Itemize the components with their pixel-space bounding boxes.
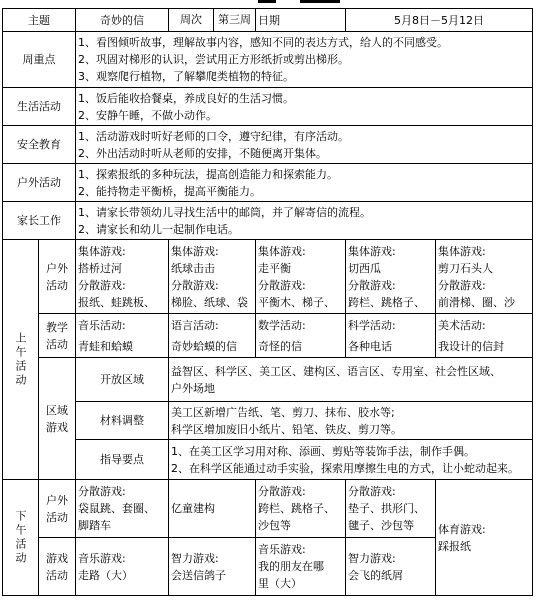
afternoon-fri	[436, 480, 533, 596]
cell-line: 科学活动:	[348, 318, 396, 332]
week-value: 第三周	[218, 13, 251, 26]
area-material-row	[3, 402, 533, 440]
cell-line: 跨栏、跳格子、	[258, 502, 335, 515]
cell-line: 分散游戏:	[258, 278, 306, 292]
area-material-label: 材料调整	[76, 402, 169, 440]
focus-line: 2、巩固对梯形的认识，尝试用正方形纸折或剪出梯形。	[78, 53, 349, 66]
life-label: 生活活动	[3, 88, 76, 126]
cell-line: 毽子、沙包等	[348, 519, 414, 532]
cell-line: 美术活动:	[438, 318, 486, 332]
cell-line: 纸球击击	[171, 261, 215, 275]
morning-teach-tue	[169, 314, 256, 358]
cell-line: 走路（大）	[78, 568, 133, 582]
safety-row	[3, 126, 533, 164]
morning-outdoor-mon	[76, 240, 169, 314]
cell-line: 集体游戏:	[78, 244, 126, 258]
area-material-content	[169, 402, 533, 440]
safety-label: 安全教育	[3, 126, 76, 164]
focus-line: 1、看图倾听故事，理解故事内容，感知不同的表达方式，给人的不同感受。	[78, 36, 448, 49]
parent-content	[76, 202, 533, 240]
cell-line: 会送信鸽子	[171, 568, 226, 582]
cell-line: 集体游戏:	[438, 244, 486, 258]
parent-label: 家长工作	[3, 202, 76, 240]
weekly-plan-table	[2, 8, 533, 596]
cell-line: 分散游戏:	[438, 278, 486, 292]
morning-outdoor-label: 户外活动	[39, 240, 76, 314]
morning-outdoor-wed	[256, 240, 346, 314]
afternoon-play-thu	[346, 538, 436, 596]
cell-line: 里（大）	[258, 577, 302, 590]
cell-line: 剪刀石头人	[438, 261, 493, 275]
header-row	[3, 9, 533, 32]
cell-line: 前滑梯、圈、沙	[438, 295, 515, 309]
cell-line: 语言活动:	[171, 318, 219, 332]
area-guide-row	[3, 440, 533, 480]
outdoor-line: 2、能持物走平衡桥，提高平衡能力。	[78, 184, 261, 198]
cell-line: 搭桥过河	[78, 261, 122, 275]
life-row	[3, 88, 533, 126]
cell-line: 踩报纸	[438, 539, 471, 553]
cell-line: 我的朋友在哪	[258, 560, 324, 573]
morning-teach-thu	[346, 314, 436, 358]
cell-line: 智力游戏:	[348, 551, 396, 565]
cell-line: 集体游戏:	[171, 244, 219, 258]
morning-outdoor-fri	[436, 240, 533, 314]
week-cell	[169, 9, 256, 32]
cell-line: 体育游戏:	[438, 522, 486, 536]
afternoon-outdoor-row	[3, 480, 533, 538]
area-open-row	[3, 358, 533, 402]
cell-line: 垫子、拱形门、	[348, 502, 425, 515]
cell-line: 会飞的纸屑	[348, 568, 403, 582]
afternoon-outdoor-thu	[346, 480, 436, 538]
cell-line: 音乐游戏:	[258, 543, 306, 556]
cell-line: 奇妙蛤蟆的信	[171, 339, 237, 353]
safety-line: 1、活动游戏时听好老师的口令，遵守纪律，有序活动。	[78, 129, 349, 143]
cell-line: 2、在科学区能通过动手实验，探索用摩擦生电的方式，让小蛇动起来。	[171, 461, 519, 475]
cell-line: 走平衡	[258, 261, 291, 275]
morning-outdoor-thu	[346, 240, 436, 314]
area-guide-label: 指导要点	[76, 440, 169, 480]
afternoon-outdoor-label: 户外活动	[39, 480, 76, 538]
outdoor-label: 户外活动	[3, 164, 76, 202]
afternoon-outdoor-tue	[169, 480, 256, 538]
focus-row	[3, 32, 533, 88]
morning-teach-row	[3, 314, 533, 358]
cell-line: 梯脸、纸球、袋	[171, 295, 248, 309]
morning-teach-wed	[256, 314, 346, 358]
area-guide-content	[169, 440, 533, 480]
morning-teach-mon	[76, 314, 169, 358]
cell-line: 奇怪的信	[258, 339, 302, 353]
safety-line: 2、外出活动时听从老师的安排，不随便离开集体。	[78, 146, 327, 160]
cell-line: 青蛙和蛤蟆	[78, 339, 133, 353]
cell-line: 切西瓜	[348, 261, 381, 275]
area-label: 区域游戏	[39, 358, 76, 480]
morning-outdoor-tue	[169, 240, 256, 314]
cell-line: 智力游戏:	[171, 551, 219, 565]
cell-line: 亿童建构	[171, 502, 215, 515]
cell-line: 集体游戏:	[348, 244, 396, 258]
cell-line: 脚踏车	[78, 519, 111, 532]
morning-teach-label: 教学活动	[39, 314, 76, 358]
parent-row	[3, 202, 533, 240]
cell-line: 沙包等	[258, 519, 291, 532]
date-value: 5月8日－5月12日	[346, 9, 533, 32]
cell-line: 分散游戏:	[258, 485, 306, 498]
cell-line: 分散游戏:	[78, 278, 126, 292]
top-rule-right	[300, 0, 340, 3]
area-open-content	[169, 358, 533, 402]
focus-label: 周重点	[3, 32, 76, 88]
cell-line: 分散游戏:	[348, 485, 396, 498]
parent-line: 1、请家长带领幼儿寻找生活中的邮筒，并了解寄信的流程。	[78, 205, 371, 219]
cell-line: 益智区、科学区、美工区、建构区、语言区、专用室、社会性区域、	[171, 364, 501, 378]
cell-line: 音乐活动:	[78, 318, 126, 332]
cell-line: 音乐游戏:	[78, 551, 126, 565]
area-open-label: 开放区域	[76, 358, 169, 402]
life-line: 1、饭后能收拾餐桌，养成良好的生活习惯。	[78, 91, 294, 105]
afternoon-outdoor-wed	[256, 480, 346, 538]
cell-line: 分散游戏:	[78, 485, 126, 498]
cell-line: 各种电话	[348, 339, 392, 353]
outdoor-line: 1、探索报纸的多种玩法，提高创造能力和探索能力。	[78, 167, 338, 181]
cell-line: 袋鼠跳、套圈、	[78, 502, 155, 515]
cell-line: 报纸、蛙跳板、	[78, 295, 155, 309]
morning-label: 上午活动	[3, 240, 39, 480]
afternoon-play-label: 游戏活动	[39, 538, 76, 596]
afternoon-play-mon	[76, 538, 169, 596]
theme-label: 主题	[3, 9, 76, 32]
afternoon-play-wed	[256, 538, 346, 596]
theme-value: 奇妙的信	[76, 9, 169, 32]
week-label: 周次	[169, 9, 214, 31]
life-line: 2、安静午睡，不做小动作。	[78, 108, 217, 122]
afternoon-label: 下午活动	[3, 480, 39, 596]
cell-line: 跨栏、跳格子、	[348, 295, 425, 309]
cell-line: 集体游戏:	[258, 244, 306, 258]
afternoon-outdoor-mon	[76, 480, 169, 538]
top-rule-left	[258, 0, 276, 3]
morning-teach-fri	[436, 314, 533, 358]
focus-content	[76, 32, 533, 88]
outdoor-row	[3, 164, 533, 202]
cell-line: 分散游戏:	[348, 278, 396, 292]
life-content	[76, 88, 533, 126]
safety-content	[76, 126, 533, 164]
morning-outdoor-row	[3, 240, 533, 314]
focus-line: 3、观察爬行植物，了解攀爬类植物的特征。	[78, 70, 294, 83]
cell-line: 美工区新增广告纸、笔、剪刀、抹布、胶水等;	[171, 405, 395, 419]
afternoon-play-tue	[169, 538, 256, 596]
date-label: 日期	[256, 9, 346, 32]
cell-line: 平衡木、梯子、	[258, 295, 335, 309]
cell-line: 数学活动:	[258, 318, 306, 332]
cell-line: 1、在美工区学习用对称、添画、剪贴等装饰手法，制作手偶。	[171, 444, 475, 458]
cell-line: 科学区增加废旧小纸片、铅笔、铁皮、剪刀等。	[171, 422, 402, 436]
cell-line: 我设计的信封	[438, 339, 504, 353]
outdoor-content	[76, 164, 533, 202]
cell-line: 户外场地	[171, 381, 215, 395]
parent-line: 2、请家长和幼儿一起制作电话。	[78, 222, 239, 236]
cell-line: 分散游戏:	[171, 278, 219, 292]
